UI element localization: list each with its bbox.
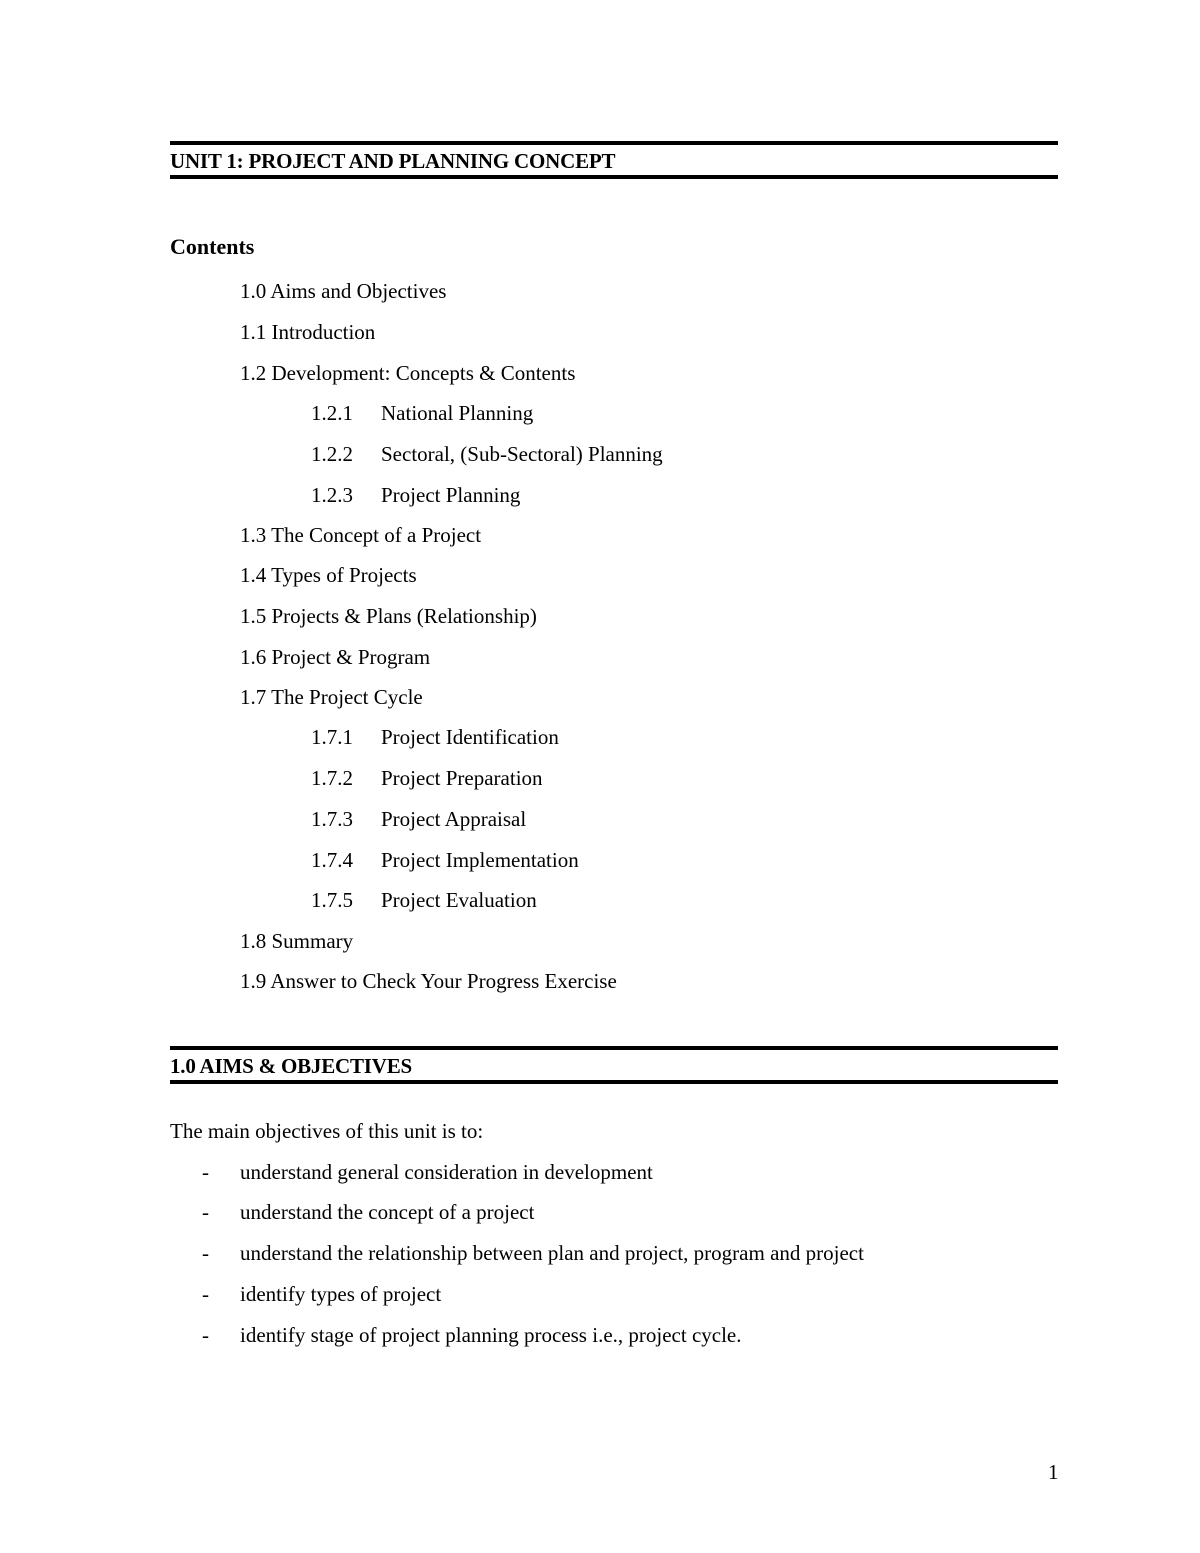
toc-subitem-label: Sectoral, (Sub-Sectoral) Planning [381,442,663,466]
bullet-dash: - [202,1200,209,1224]
objective-text: understand the relationship between plan and project, program and project [240,1241,864,1265]
toc-subitem [311,724,559,750]
toc-item: 1.9 Answer to Check Your Progress Exercise [240,969,617,993]
aims-section-title: 1.0 AIMS & OBJECTIVES [170,1054,413,1078]
aims-section-header [170,1046,1058,1084]
toc-subitem [311,847,579,873]
bullet-dash: - [202,1282,209,1306]
toc-item: 1.7 The Project Cycle [240,685,423,709]
toc-item: 1.5 Projects & Plans (Relationship) [240,604,537,628]
toc-subitem [311,400,533,426]
toc-item: 1.0 Aims and Objectives [240,279,447,303]
toc-subitem-label: Project Implementation [381,848,579,872]
objective-text: identify types of project [240,1282,442,1306]
toc-subitem-number: 1.7.4 [311,848,353,872]
toc-subitem [311,887,537,913]
toc-item: 1.8 Summary [240,929,354,953]
page-number: 1 [1048,1460,1059,1484]
objective-item [202,1240,864,1266]
contents-heading: Contents [170,234,255,259]
objective-text: identify stage of project planning process i.e., project cycle. [240,1323,742,1347]
objective-item [202,1199,534,1225]
toc-subitem-number: 1.7.3 [311,807,353,831]
toc-subitem-label: Project Planning [381,483,521,507]
objective-item [202,1159,653,1185]
toc-item: 1.2 Development: Concepts & Contents [240,361,576,385]
toc-subitem-label: Project Identification [381,725,559,749]
unit-header [170,141,1058,179]
objective-item [202,1322,742,1348]
toc-subitem-label: Project Appraisal [381,807,527,831]
toc-subitem-number: 1.7.2 [311,766,353,790]
unit-title: UNIT 1: PROJECT AND PLANNING CONCEPT [170,149,616,173]
toc-subitem-number: 1.7.5 [311,888,353,912]
toc-subitem-label: National Planning [381,401,534,425]
toc-subitem [311,441,663,467]
toc-subitem [311,806,526,832]
toc-subitem-label: Project Evaluation [381,888,537,912]
objective-item [202,1281,441,1307]
toc-subitem-number: 1.2.2 [311,442,353,466]
toc-subitem [311,765,543,791]
toc-subitem [311,482,520,508]
objectives-intro: The main objectives of this unit is to: [170,1119,484,1143]
toc-subitem-number: 1.7.1 [311,725,353,749]
toc-subitem-label: Project Preparation [381,766,543,790]
toc-item: 1.3 The Concept of a Project [240,523,482,547]
toc-item: 1.6 Project & Program [240,645,431,669]
bullet-dash: - [202,1241,209,1265]
bullet-dash: - [202,1160,209,1184]
toc-item: 1.1 Introduction [240,320,376,344]
objective-text: understand general consideration in development [240,1160,653,1184]
bullet-dash: - [202,1323,209,1347]
objective-text: understand the concept of a project [240,1200,535,1224]
toc-item: 1.4 Types of Projects [240,563,417,587]
toc-subitem-number: 1.2.3 [311,483,353,507]
toc-subitem-number: 1.2.1 [311,401,353,425]
